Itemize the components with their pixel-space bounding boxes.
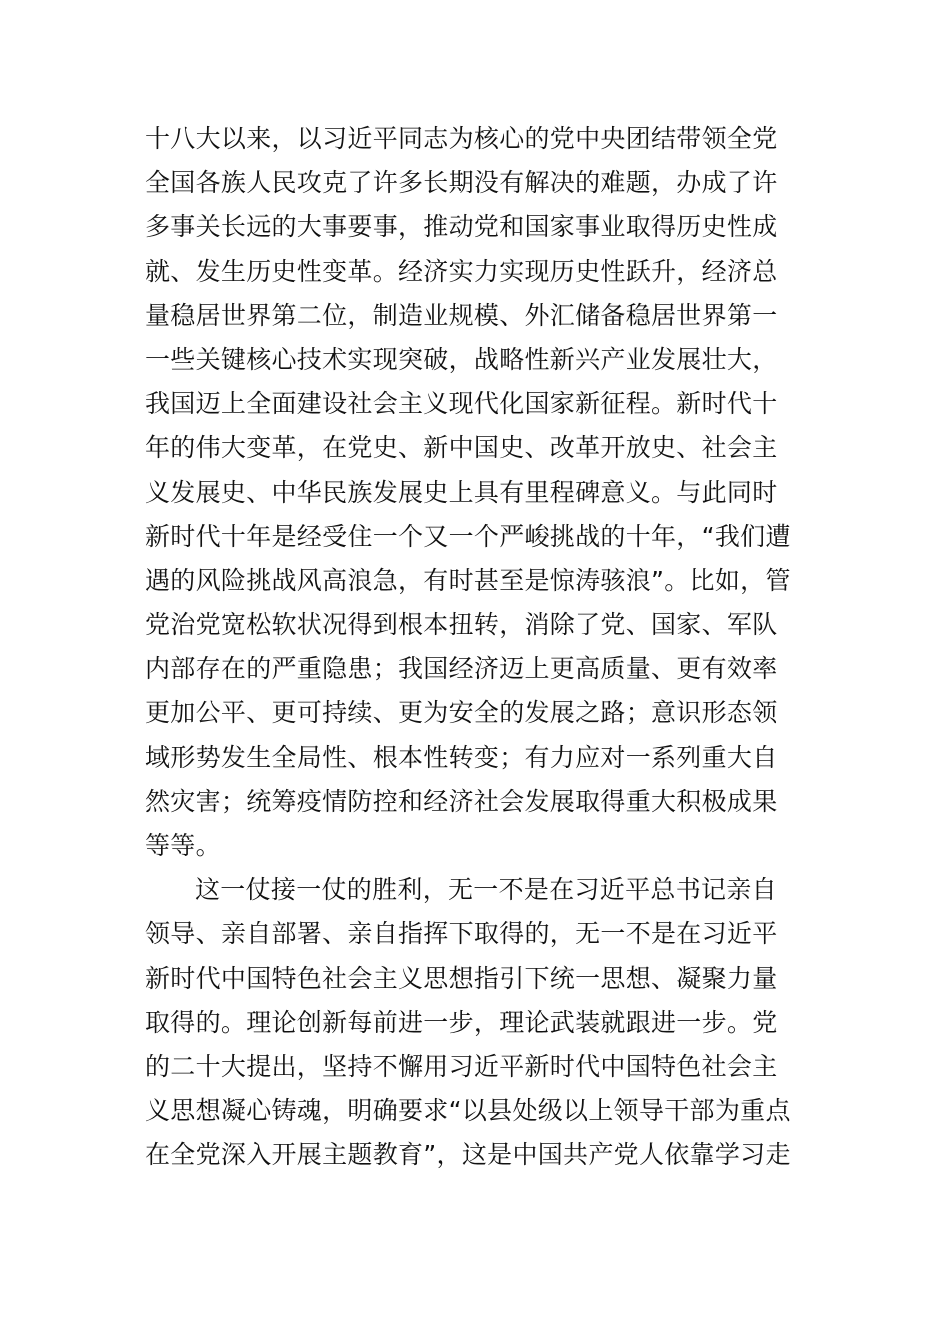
text-line: 十八大以来，以习近平同志为核心的党中央团结带领全党 <box>145 124 778 153</box>
text-line: 义思想凝心铸魂，明确要求“以县处级以上领导干部为重点 <box>145 1096 791 1126</box>
text-line: 更加公平、更可持续、更为安全的发展之路；意识形态领 <box>145 698 778 728</box>
text-line: 等等。 <box>145 831 221 860</box>
text-line: 新时代十年是经受住一个又一个严峻挑战的十年，“我们遭 <box>145 521 791 551</box>
text-line: 义发展史、中华民族发展史上具有里程碑意义。与此同时 <box>145 477 778 507</box>
text-line: 我国迈上全面建设社会主义现代化国家新征程。新时代十 <box>145 389 778 419</box>
text-line: 全国各族人民攻克了许多长期没有解决的难题，办成了许 <box>145 168 778 198</box>
body-text <box>145 117 815 1178</box>
paragraph-1 <box>145 117 815 868</box>
text-line: 然灾害；统筹疫情防控和经济社会发展取得重大积极成果 <box>145 786 778 816</box>
text-line: 就、发生历史性变革。经济实力实现历史性跃升，经济总 <box>145 256 778 286</box>
text-line: 一些关键核心技术实现突破，战略性新兴产业发展壮大， <box>145 344 778 374</box>
text-line: 的二十大提出，坚持不懈用习近平新时代中国特色社会主 <box>145 1051 778 1081</box>
text-line: 党治党宽松软状况得到根本扭转，消除了党、国家、军队 <box>145 610 778 640</box>
paragraph-2 <box>145 868 815 1177</box>
text-line: 新时代中国特色社会主义思想指引下统一思想、凝聚力量 <box>145 963 778 993</box>
text-line: 多事关长远的大事要事，推动党和国家事业取得历史性成 <box>145 212 778 242</box>
text-line: 在全党深入开展主题教育”，这是中国共产党人依靠学习走 <box>145 1140 791 1170</box>
text-line: 领导、亲自部署、亲自指挥下取得的，无一不是在习近平 <box>145 919 778 949</box>
text-line: 遇的风险挑战风高浪急，有时甚至是惊涛骇浪”。比如，管 <box>145 565 791 595</box>
text-line: 域形势发生全局性、根本性转变；有力应对一系列重大自 <box>145 742 778 772</box>
text-line-indented: 这一仗接一仗的胜利，无一不是在习近平总书记亲自 <box>195 875 777 905</box>
text-line: 取得的。理论创新每前进一步，理论武装就跟进一步。党 <box>145 1007 778 1037</box>
text-line: 年的伟大变革，在党史、新中国史、改革开放史、社会主 <box>145 433 778 463</box>
text-line: 量稳居世界第二位，制造业规模、外汇储备稳居世界第一 <box>145 300 778 330</box>
text-line: 内部存在的严重隐患；我国经济迈上更高质量、更有效率 <box>145 654 778 684</box>
